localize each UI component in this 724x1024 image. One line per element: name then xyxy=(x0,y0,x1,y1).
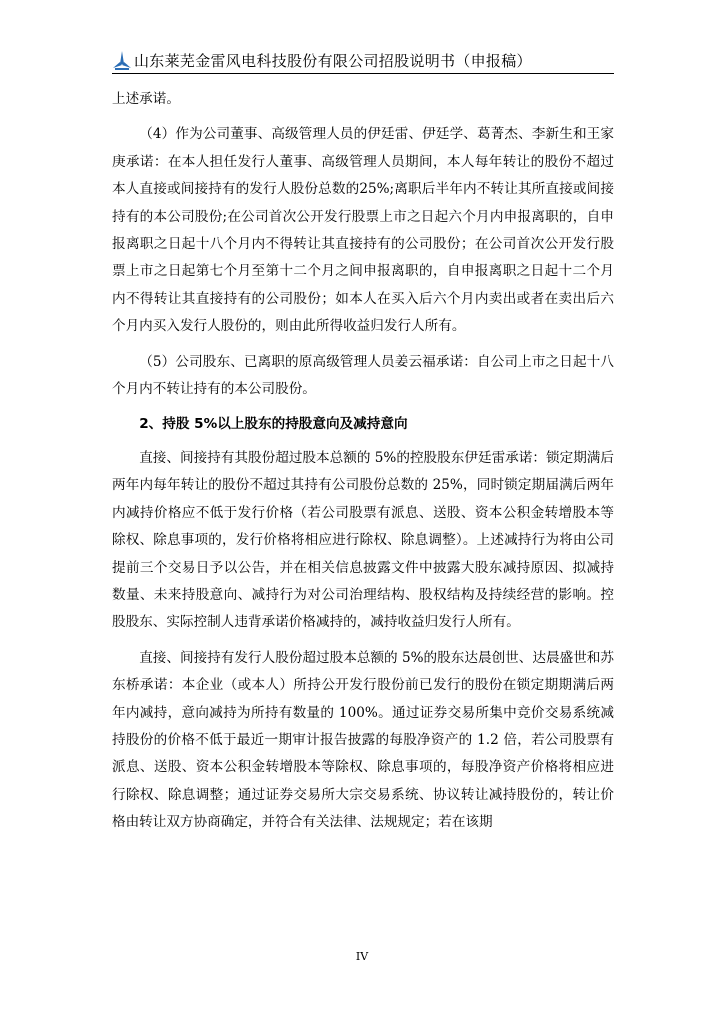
paragraph-former-executive-commitment: （5）公司股东、已离职的原高级管理人员姜云福承诺：自公司上市之日起十八个月内不转让持有的本公司股份。 xyxy=(112,353,614,398)
paragraph-director-commitment: （4）作为公司董事、高级管理人员的伊廷雷、伊廷学、葛菁杰、李新生和王家庚承诺：在本人担任发行人董事、高级管理人员期间，本人每年转让的股份不超过本人直接或间接持有的发行人股份总数的25%;离职后半年内不转让其所直接或间接持有的本公司股份;在公司首次公开发行股票上市之日起六个月内申报离职的，自申报离职之日起十八个月内不得转让其直接持有的公司股份；在公司首次公开发行股票上市之日起第七个月至第十二个月之间申报离职的，自申报离职之日起十二个月内不得转让其直接持有的公司股份；如本人在买入后六个月内卖出或者在卖出后六个月内买入发行人股份的，则由此所得收益归发行人所有。 xyxy=(112,126,614,335)
header-title: 山东莱芜金雷风电科技股份有限公司招股说明书（申报稿） xyxy=(134,52,532,70)
paragraph-major-shareholders: 直接、间接持有发行人股份超过股本总额的 5%的股东达晨创世、达晨盛世和苏东桥承诺：本企业（或本人）所持公开发行股份前已发行的股份在锁定期期满后两年内减持，意向减持为所持有数量的 100%。通过证券交易所集中竞价交易系统减持股份的价格不低于最近一期审计报告披露的每股净资产的 1.2 倍，若公司股票有派息、送股、资本公积金转增股本等除权、除息事项的，每股净资产价格将相应进行除权、除息调整；通过证券交易所大宗交易系统、协议转让减持股份的，转让价格由转让双方协商确定，并符合有关法律、法规规定；若在该期 xyxy=(112,649,614,831)
paragraph-continuation: 上述承诺。 xyxy=(112,91,180,107)
page-number: IV xyxy=(355,950,369,963)
header-rule xyxy=(112,73,614,74)
wind-turbine-logo-icon xyxy=(112,50,132,70)
document-body xyxy=(112,86,614,845)
page-header xyxy=(112,50,614,74)
paragraph-controlling-shareholder: 直接、间接持有其股份超过股本总额的 5%的控股股东伊廷雷承诺：锁定期满后两年内每年转让的股份不超过其持有公司股份总数的 25%，同时锁定期届满后两年内减持价格应不低于发行价格（若公司股票有派息、送股、资本公积金转增股本等除权、除息事项的，发行价格将相应进行除权、除息调整）。上述减持行为将由公司提前三个交易日予以公告，并在相关信息披露文件中披露大股东减持原因、拟减持数量、未来持股意向、减持行为对公司治理结构、股权结构及持续经营的影响。控股股东、实际控制人违背承诺价格减持的，减持收益归发行人所有。 xyxy=(112,449,614,631)
section-heading: 2、持股 5%以上股东的持股意向及减持意向 xyxy=(139,416,408,433)
